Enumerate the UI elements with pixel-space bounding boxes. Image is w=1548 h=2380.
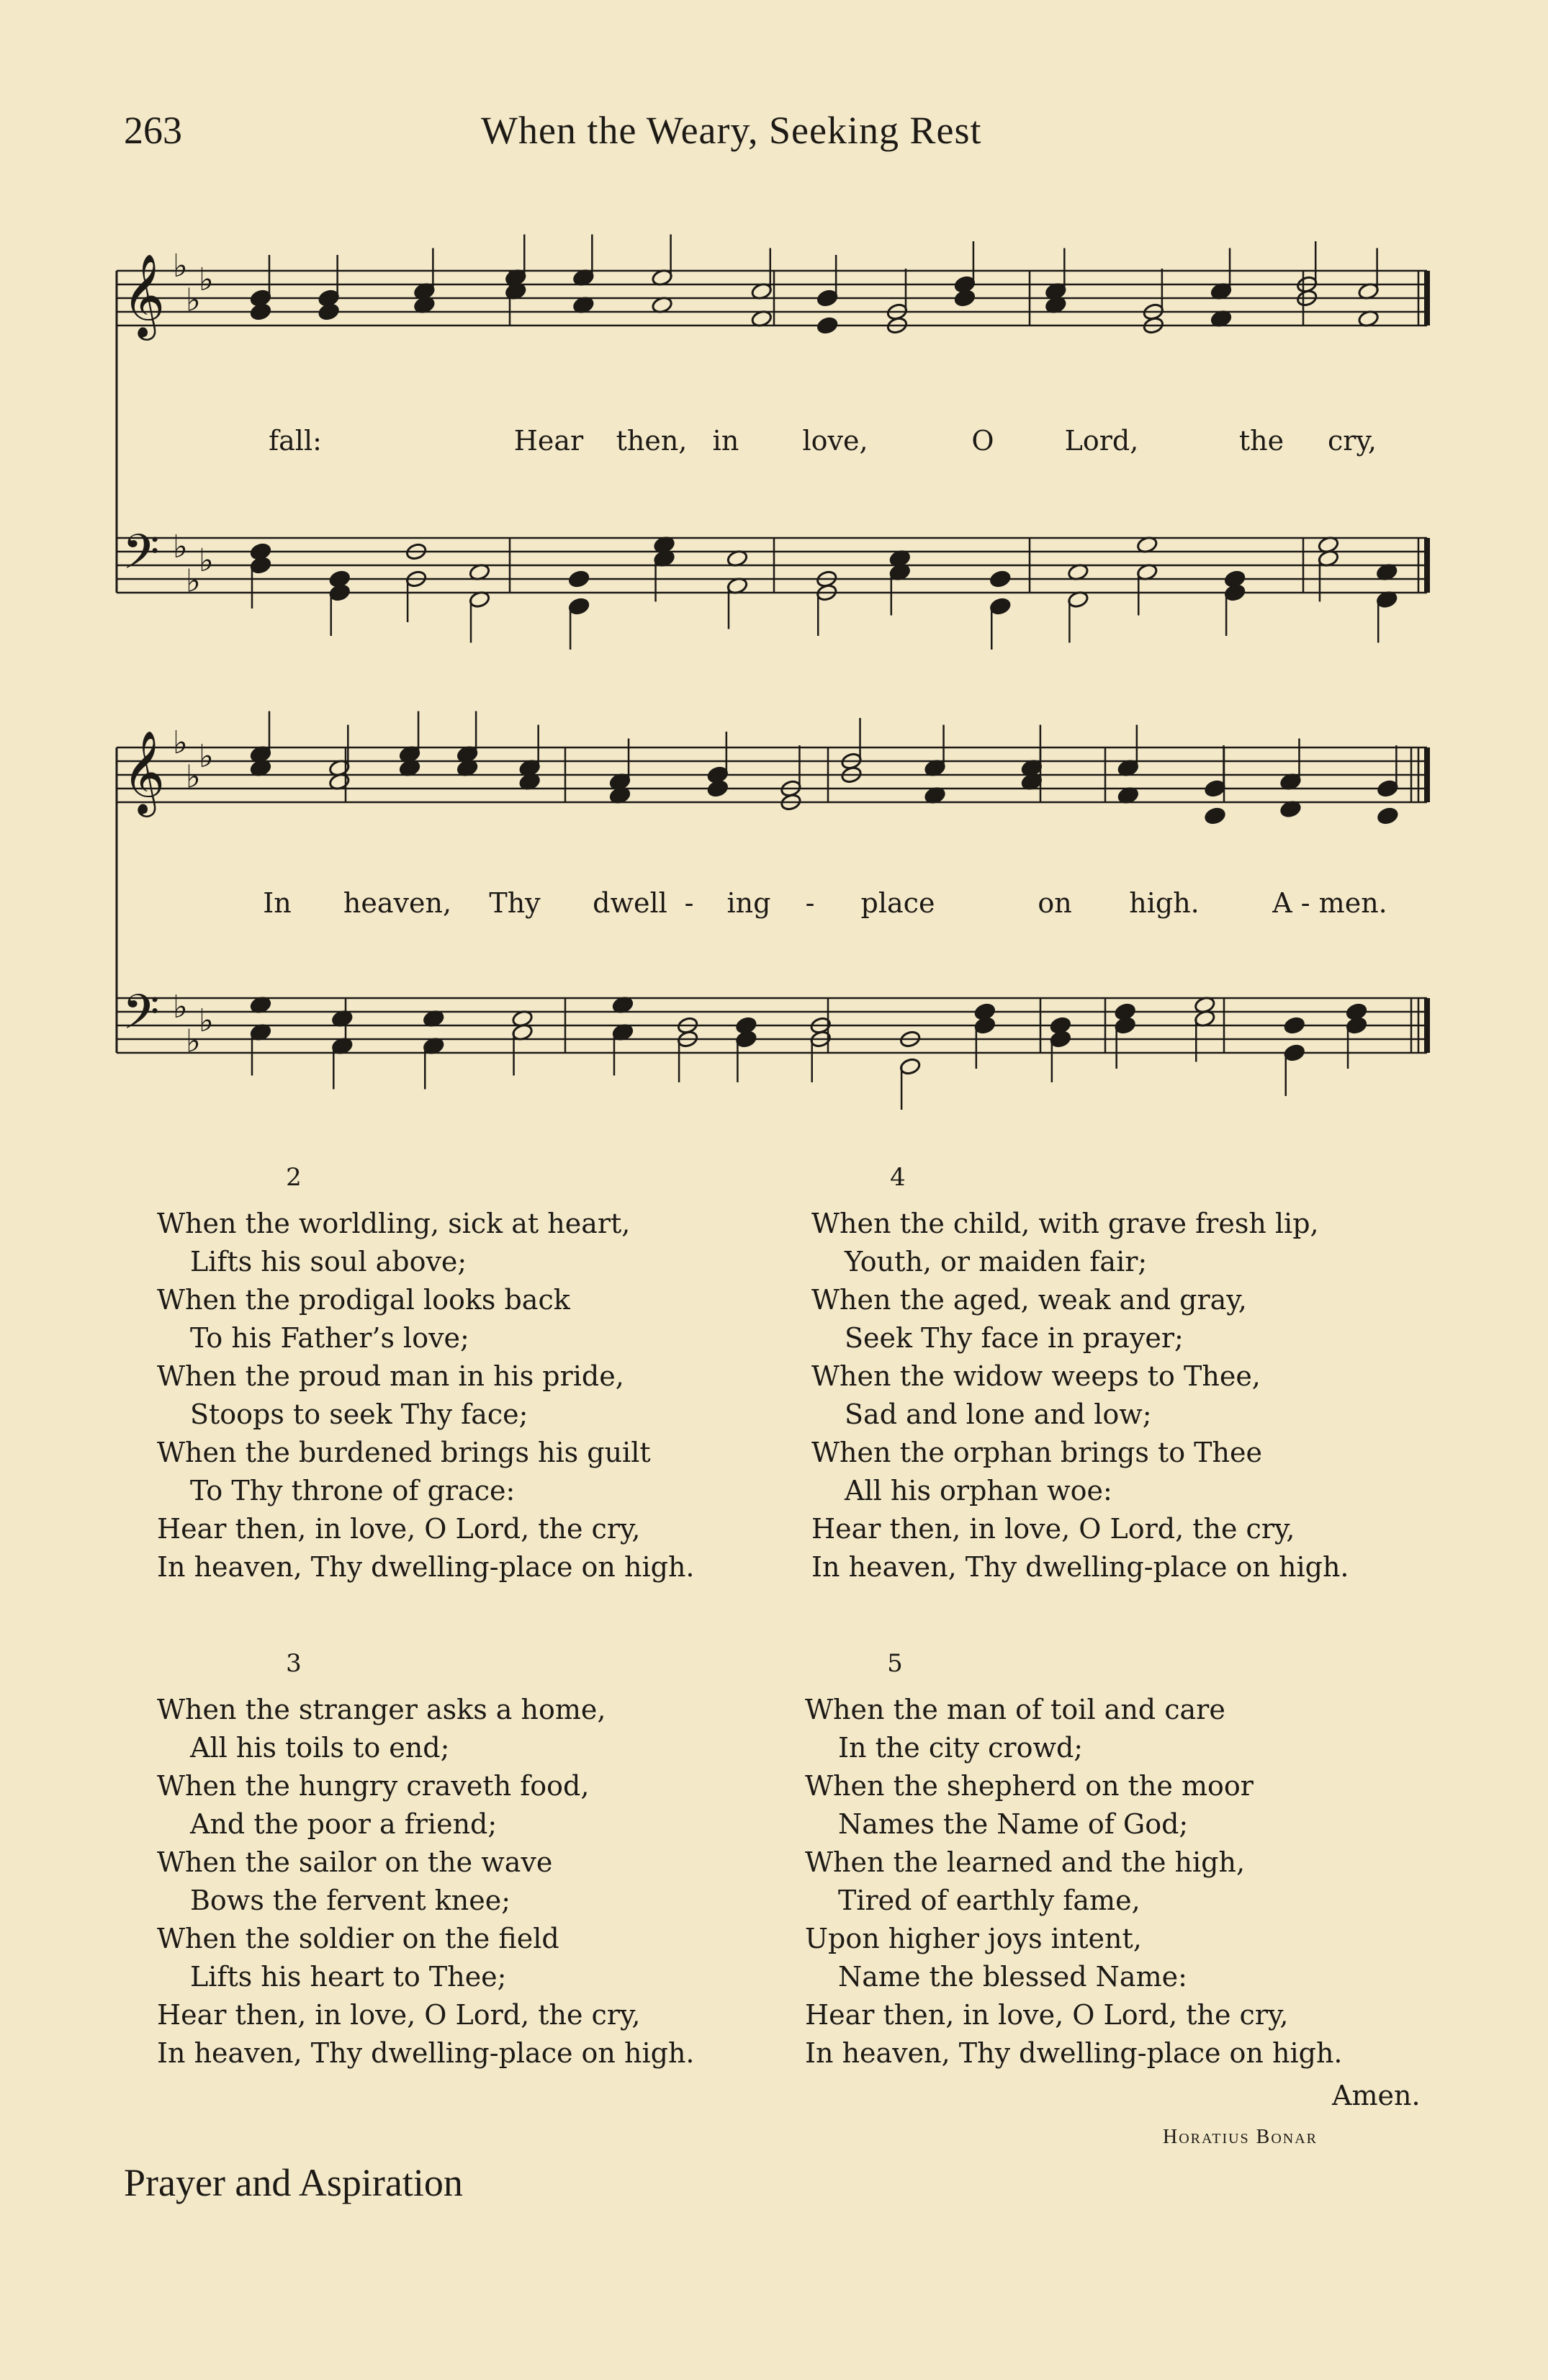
flat-icon: ♭ bbox=[173, 724, 188, 761]
verse-line: And the poor a friend; bbox=[190, 1808, 498, 1840]
amen-text: Amen. bbox=[1332, 2080, 1421, 2111]
verse-line: Seek Thy face in prayer; bbox=[845, 1322, 1184, 1354]
note-head bbox=[1204, 779, 1226, 798]
flat-icon: ♭ bbox=[199, 738, 214, 775]
note-head bbox=[1283, 1043, 1305, 1062]
note-head bbox=[250, 302, 272, 321]
note-head bbox=[989, 597, 1012, 616]
staff-lines bbox=[117, 248, 1427, 1060]
verse-line: In heaven, Thy dwelling-place on high. bbox=[805, 2037, 1343, 2069]
verse-line: To his Father’s love; bbox=[190, 1322, 469, 1354]
verse-line: All his orphan woe: bbox=[845, 1475, 1112, 1506]
verse-line: When the proud man in his pride, bbox=[157, 1360, 624, 1392]
verse-line: When the widow weeps to Thee, bbox=[811, 1360, 1261, 1392]
flat-icon: ♭ bbox=[186, 562, 201, 600]
note-head bbox=[735, 1030, 757, 1048]
verse-number: 3 bbox=[286, 1649, 302, 1678]
verse-line: When the burdened brings his guilt bbox=[157, 1437, 651, 1468]
verse-line: When the orphan brings to Thee bbox=[811, 1437, 1262, 1468]
verse-line: Sad and lone and low; bbox=[845, 1398, 1152, 1430]
lyric-word: fall: bbox=[269, 425, 322, 457]
verse-5 bbox=[805, 1649, 1453, 2073]
note-head bbox=[1224, 583, 1246, 602]
verse-line: Hear then, in love, O Lord, the cry, bbox=[805, 1999, 1289, 2031]
lyric-word: O bbox=[971, 425, 994, 457]
lyric-word: the bbox=[1238, 425, 1284, 457]
lyric-word: Lord, bbox=[1064, 425, 1139, 457]
lyric-word: Hear bbox=[513, 425, 584, 457]
flat-icon: ♭ bbox=[199, 542, 214, 579]
note-head bbox=[974, 1016, 996, 1035]
lyric-word: high. bbox=[1129, 887, 1200, 919]
note-head bbox=[1377, 779, 1399, 798]
note-head bbox=[318, 302, 340, 321]
flat-icon: ♭ bbox=[199, 1002, 214, 1039]
verse-line: When the hungry craveth food, bbox=[157, 1770, 590, 1802]
lyric-word: place bbox=[860, 887, 935, 919]
verse-line: All his toils to end; bbox=[190, 1732, 450, 1764]
verse-line: When the prodigal looks back bbox=[157, 1284, 570, 1316]
verse-line: When the shepherd on the moor bbox=[805, 1770, 1254, 1802]
verse-line: Lifts his soul above; bbox=[190, 1246, 467, 1277]
lyric-word: - bbox=[805, 887, 815, 919]
flat-icon: ♭ bbox=[173, 989, 188, 1025]
note-head bbox=[707, 779, 729, 798]
verse-line: To Thy throne of grace: bbox=[190, 1475, 516, 1506]
verse-4 bbox=[811, 1163, 1459, 1586]
note-head bbox=[1283, 1016, 1305, 1035]
note-head bbox=[1346, 1016, 1368, 1035]
flat-icon: ♭ bbox=[173, 529, 188, 565]
hymn-title: When the Weary, Seeking Rest bbox=[481, 109, 982, 152]
verse-line: Name the blessed Name: bbox=[838, 1961, 1187, 1993]
verse-line: Hear then, in love, O Lord, the cry, bbox=[811, 1513, 1295, 1545]
verse-3 bbox=[157, 1649, 805, 2073]
note-head bbox=[954, 289, 976, 307]
note-head bbox=[1377, 807, 1399, 825]
verse-line: Hear then, in love, O Lord, the cry, bbox=[157, 1513, 641, 1545]
note-head bbox=[816, 289, 839, 307]
music-score bbox=[0, 0, 1548, 1123]
lyric-word: love, bbox=[802, 425, 868, 457]
verse-line: When the soldier on the field bbox=[157, 1923, 559, 1954]
verse-line: Bows the fervent knee; bbox=[190, 1885, 510, 1916]
lyric-word: on bbox=[1038, 887, 1072, 919]
verse-line: In heaven, Thy dwelling-place on high. bbox=[157, 1551, 695, 1583]
lyric-word: cry, bbox=[1328, 425, 1377, 457]
verse-line: Stoops to seek Thy face; bbox=[190, 1398, 528, 1430]
verse-line: When the child, with grave fresh lip, bbox=[811, 1208, 1319, 1239]
flat-icon: ♭ bbox=[186, 758, 201, 796]
note-head bbox=[1204, 807, 1226, 825]
flat-icon: ♭ bbox=[186, 1023, 201, 1060]
verse-line: When the man of toil and care bbox=[805, 1694, 1225, 1725]
lyric-word: dwell bbox=[593, 887, 667, 919]
lyric-word: ing bbox=[726, 887, 771, 919]
lyric-word: then, bbox=[616, 425, 688, 457]
flat-icon: ♭ bbox=[199, 261, 214, 298]
flat-icon: ♭ bbox=[173, 248, 188, 284]
bass-clef-icon: 𝄢 bbox=[122, 984, 160, 1051]
lyric-word: heaven, bbox=[343, 887, 452, 919]
verse-number: 5 bbox=[887, 1649, 903, 1678]
verse-line: Hear then, in love, O Lord, the cry, bbox=[157, 1999, 641, 2031]
notes bbox=[250, 235, 1399, 1110]
note-head bbox=[1114, 1016, 1136, 1035]
verse-line: When the sailor on the wave bbox=[157, 1846, 553, 1878]
note-head bbox=[568, 570, 590, 588]
verse-line: When the aged, weak and gray, bbox=[811, 1284, 1247, 1316]
bass-clef-icon: 𝄢 bbox=[122, 524, 160, 591]
note-head bbox=[899, 1057, 922, 1076]
page-number: 263 bbox=[124, 109, 182, 152]
verse-line: Lifts his heart to Thee; bbox=[190, 1961, 507, 1993]
lyric-word: Thy bbox=[489, 887, 541, 919]
note-head bbox=[568, 597, 590, 616]
verse-line: When the worldling, sick at heart, bbox=[157, 1208, 631, 1239]
verse-2 bbox=[157, 1163, 805, 1586]
author-credit: Horatius Bonar bbox=[1163, 2126, 1318, 2148]
verse-line: Upon higher joys intent, bbox=[805, 1923, 1142, 1954]
treble-clef-icon: 𝄞 bbox=[122, 253, 166, 337]
flat-icon: ♭ bbox=[186, 282, 201, 319]
verse-line: In the city crowd; bbox=[838, 1732, 1084, 1764]
verse-line: When the stranger asks a home, bbox=[157, 1694, 606, 1725]
note-head bbox=[328, 583, 351, 602]
verse-number: 2 bbox=[286, 1163, 302, 1192]
next-section-title: Prayer and Aspiration bbox=[124, 2161, 463, 2204]
lyric-word: In bbox=[263, 887, 292, 919]
note-head bbox=[250, 556, 272, 575]
verse-line: Tired of earthly fame, bbox=[838, 1885, 1140, 1916]
note-head bbox=[989, 570, 1012, 588]
verse-line: In heaven, Thy dwelling-place on high. bbox=[157, 2037, 695, 2069]
lyric-word: A - men. bbox=[1272, 887, 1387, 919]
note-head bbox=[816, 316, 839, 335]
lyric-word: - bbox=[684, 887, 694, 919]
verse-line: Youth, or maiden fair; bbox=[845, 1246, 1148, 1277]
verse-line: In heaven, Thy dwelling-place on high. bbox=[811, 1551, 1349, 1583]
verse-line: Names the Name of God; bbox=[838, 1808, 1189, 1840]
note-head bbox=[1050, 1030, 1072, 1048]
lyric-word: in bbox=[712, 425, 739, 457]
verse-number: 4 bbox=[890, 1163, 906, 1192]
verse-line: When the learned and the high, bbox=[805, 1846, 1246, 1878]
treble-clef-icon: 𝄞 bbox=[122, 729, 166, 814]
